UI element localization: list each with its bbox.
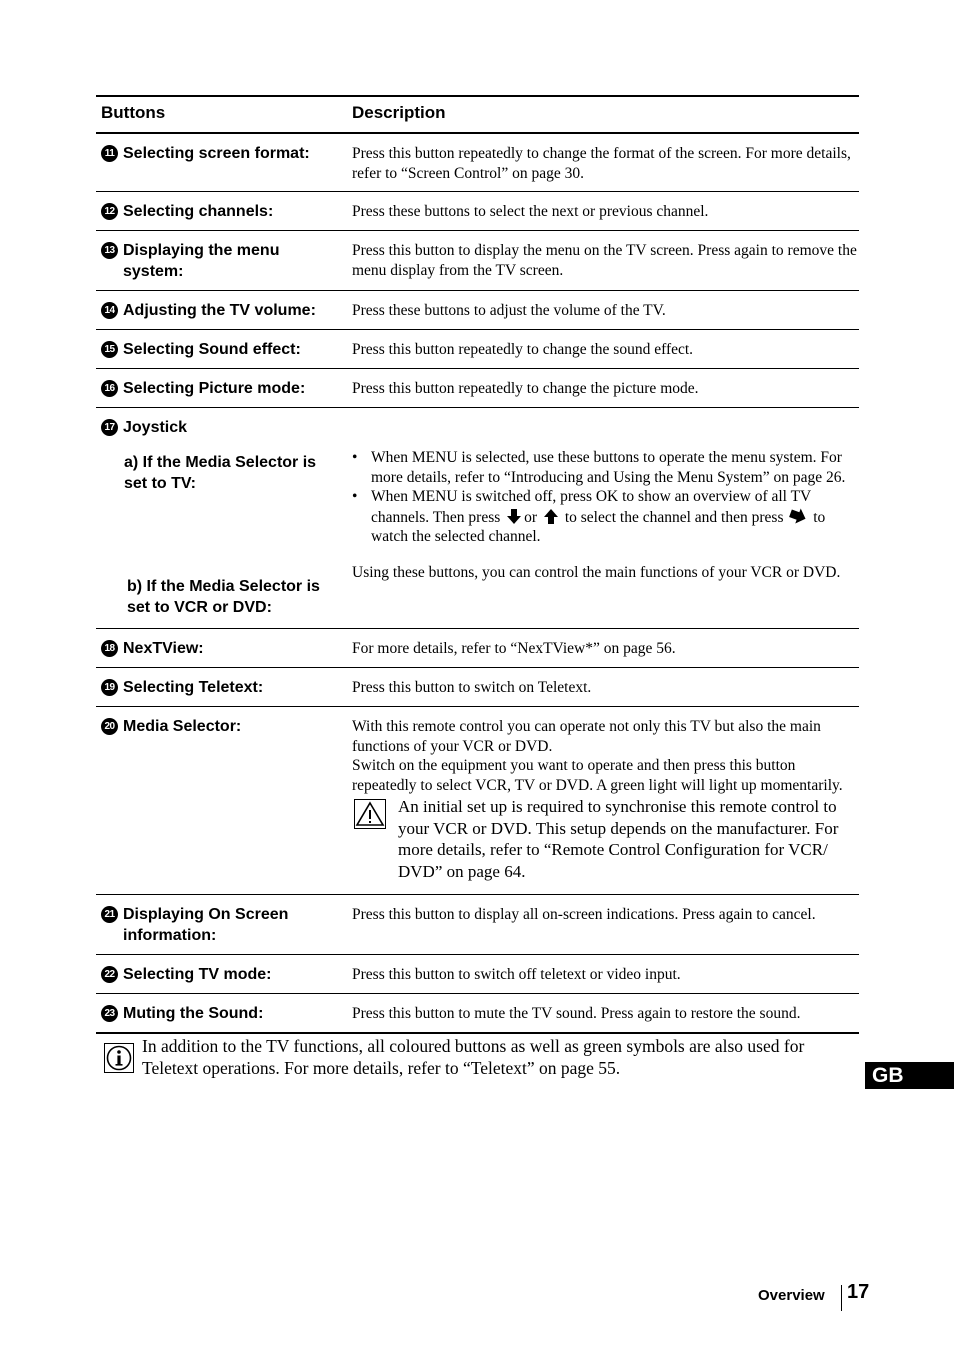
item-number-badge: 11	[101, 145, 118, 162]
table-row	[96, 330, 859, 369]
button-label: Joystick	[123, 419, 188, 436]
bullet-text: to select the channel and then press	[564, 508, 784, 526]
media-selector-desc-1: With this remote control you can operate not only this TV but also the main functions of your VCR or DVD.	[352, 718, 821, 755]
joystick-bullet-list	[352, 448, 859, 547]
button-label: Muting the Sound:	[123, 1005, 264, 1022]
table-row	[96, 994, 859, 1034]
item-number-badge: 22	[101, 966, 118, 983]
bullet-text: When MENU is switched off, press OK to show an overview of all TV channels. Then press	[371, 488, 811, 526]
info-icon	[104, 1043, 134, 1073]
button-description: Press this button to switch on Teletext.	[346, 668, 859, 707]
button-description: Press this button to display the menu on the TV screen. Press again to remove the menu display from the TV screen.	[346, 231, 859, 291]
item-number-badge: 14	[101, 302, 118, 319]
button-label: Adjusting the TV volume:	[123, 302, 316, 319]
table-row	[96, 133, 859, 192]
list-item	[352, 487, 859, 547]
buttons-table	[96, 95, 859, 1034]
table-row	[96, 192, 859, 231]
button-label: Selecting channels:	[123, 203, 274, 220]
table-row	[96, 231, 859, 291]
button-description: Press these buttons to select the next or previous channel.	[346, 192, 859, 231]
button-description: For more details, refer to “NexTView*” on page 56.	[346, 629, 859, 668]
item-number-badge: 18	[101, 640, 118, 657]
table-row	[96, 895, 859, 955]
item-number-badge: 19	[101, 679, 118, 696]
item-number-badge: 17	[101, 419, 118, 436]
footer-section-title: Overview	[758, 1287, 825, 1304]
item-number-badge: 13	[101, 242, 118, 259]
item-number-badge: 16	[101, 380, 118, 397]
button-label: NexTView:	[123, 640, 204, 657]
media-selector-desc-2: Switch on the equipment you want to operate and then press this button repeatedly to select VCR, TV or DVD. A green light will light up momentarily.	[352, 757, 843, 794]
button-label: Media Selector:	[123, 718, 242, 735]
item-number-badge: 15	[101, 341, 118, 358]
arrow-down-icon	[506, 508, 522, 525]
joystick-sub-a-label: a) If the Media Selector is set to TV:	[124, 454, 317, 492]
item-number-badge: 23	[101, 1005, 118, 1022]
button-label: Displaying the menu system:	[123, 242, 280, 280]
item-number-badge: 20	[101, 718, 118, 735]
bullet-text: or	[524, 508, 538, 526]
button-label: Selecting screen format:	[123, 145, 310, 162]
button-description: Press these buttons to adjust the volume of the TV.	[346, 291, 859, 330]
joystick-sub-b-label: b) If the Media Selector is set to VCR or DVD:	[127, 578, 320, 616]
item-number-badge: 21	[101, 906, 118, 923]
info-note-text: In addition to the TV functions, all coloured buttons as well as green symbols are also used for Teletext operations. For more details, refer to “Teletext” on page 55.	[142, 1036, 805, 1078]
button-label: Displaying On Screen information:	[123, 906, 289, 944]
page-number: 17	[847, 1281, 870, 1303]
table-row	[96, 629, 859, 668]
joystick-sub-b-description: Using these buttons, you can control the main functions of your VCR or DVD.	[352, 563, 841, 581]
button-description: Press this button to display all on-screen indications. Press again to cancel.	[346, 895, 859, 955]
button-label: Selecting TV mode:	[123, 966, 272, 983]
language-tab: GB	[865, 1062, 954, 1089]
header-buttons: Buttons	[96, 96, 346, 133]
info-note	[104, 1036, 844, 1079]
table-header-row	[96, 96, 859, 133]
bullet-text: to watch the selected channel.	[371, 508, 826, 545]
button-description: Press this button to mute the TV sound. Press again to restore the sound.	[352, 1005, 801, 1022]
warning-text: An initial set up is required to synchronise this remote control to your VCR or DVD. This setup depends on the manufacturer. For more details, refer to “Remote Control Configuration for VCR/ DVD” on page 64.	[398, 797, 839, 881]
button-description: Press this button repeatedly to change the format of the screen. For more details, refer to “Screen Control” on page 30.	[346, 133, 859, 192]
button-description: Press this button to switch off teletext or video input.	[346, 955, 859, 994]
footer-divider	[841, 1285, 842, 1311]
table-row	[96, 291, 859, 330]
table-row	[96, 955, 859, 994]
table-row-joystick	[96, 408, 859, 629]
warning-note	[352, 796, 859, 882]
arrow-right-icon	[789, 507, 807, 525]
button-label: Selecting Sound effect:	[123, 341, 301, 358]
table-row	[96, 668, 859, 707]
item-number-badge: 12	[101, 203, 118, 220]
button-description: Press this button repeatedly to change the sound effect.	[346, 330, 859, 369]
warning-icon	[354, 799, 386, 829]
header-description: Description	[346, 96, 859, 133]
button-label: Selecting Picture mode:	[123, 380, 306, 397]
list-item: • When MENU is selected, use these buttons to operate the menu system. For more details, refer to “Introducing and Using the Menu System” on page 26.	[352, 448, 859, 487]
button-label: Selecting Teletext:	[123, 679, 264, 696]
button-description: Press this button repeatedly to change the picture mode.	[346, 369, 859, 408]
table-row-media-selector	[96, 707, 859, 895]
arrow-up-icon	[543, 508, 559, 525]
table-row	[96, 369, 859, 408]
